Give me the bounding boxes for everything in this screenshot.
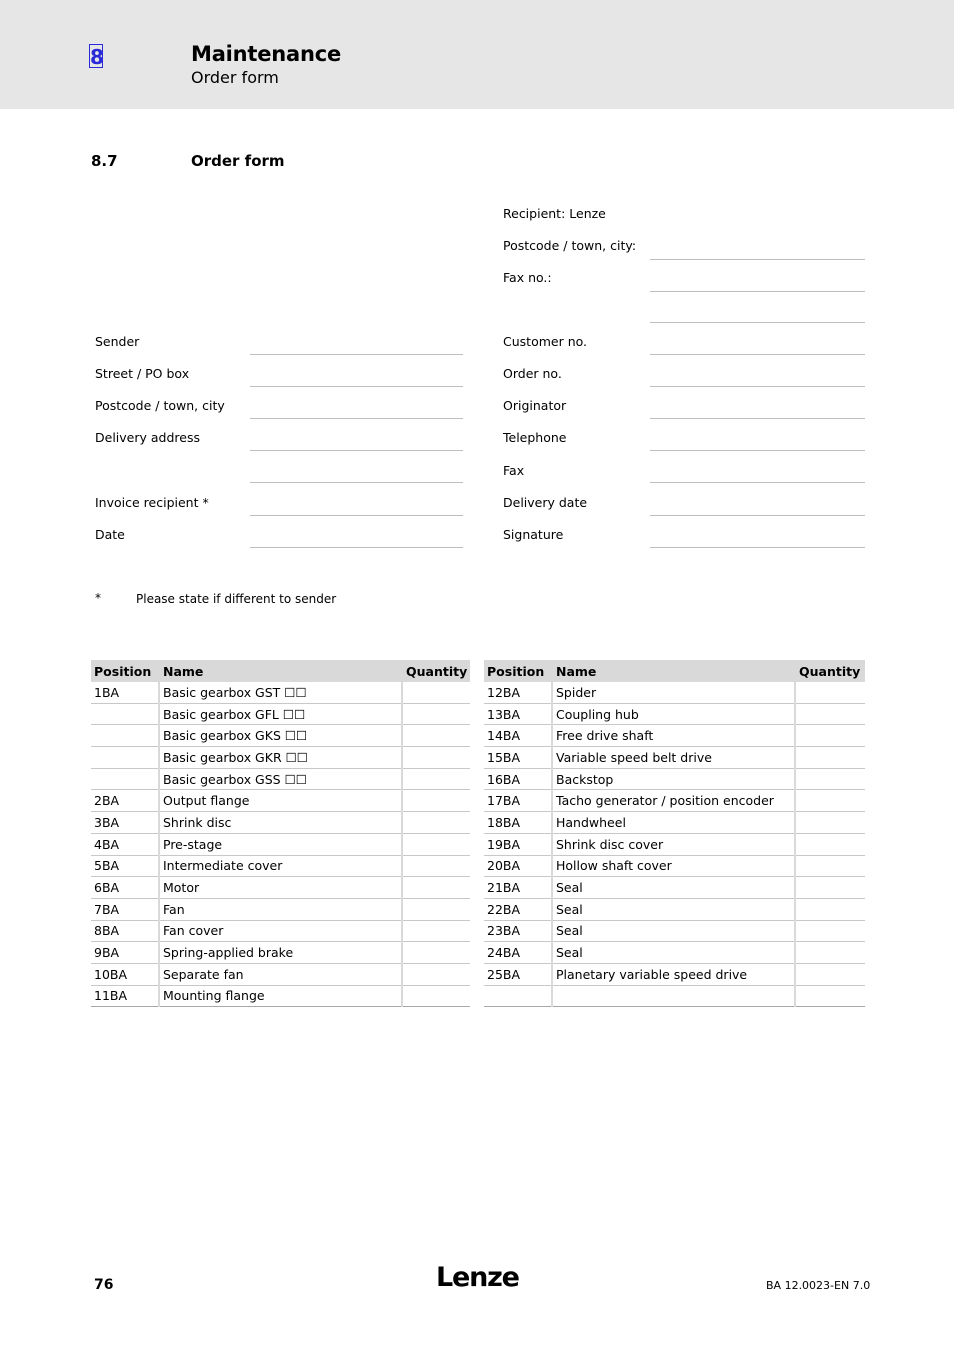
name-cell: Seal (552, 877, 795, 899)
table-row (484, 942, 865, 964)
quantity-cell[interactable] (795, 963, 865, 985)
document-id: BA 12.0023-EN 7.0 (766, 1279, 871, 1292)
street-field[interactable] (250, 386, 463, 387)
recipient-label: Recipient: Lenze (503, 206, 606, 221)
quantity-cell[interactable] (402, 768, 470, 790)
chapter-title: Maintenance (191, 42, 342, 66)
quantity-cell[interactable] (402, 920, 470, 942)
name-cell: Free drive shaft (552, 725, 795, 747)
table-row (484, 812, 865, 834)
quantity-cell[interactable] (402, 877, 470, 899)
position-cell: 25BA (484, 963, 552, 985)
position-cell: 19BA (484, 833, 552, 855)
table-row (91, 877, 470, 899)
originator-field[interactable] (650, 418, 865, 419)
table-row (91, 812, 470, 834)
position-cell: 5BA (91, 855, 159, 877)
signature-field[interactable] (650, 547, 865, 548)
name-cell: Separate fan (159, 963, 402, 985)
position-cell: 13BA (484, 703, 552, 725)
quantity-cell[interactable] (795, 703, 865, 725)
name-cell: Hollow shaft cover (552, 855, 795, 877)
recipient-extra-field[interactable] (650, 322, 865, 323)
quantity-cell[interactable] (795, 768, 865, 790)
fax-field[interactable] (650, 482, 865, 483)
delivery-date-field[interactable] (650, 515, 865, 516)
quantity-cell[interactable] (402, 703, 470, 725)
name-cell: Mounting flange (159, 985, 402, 1007)
name-cell: Variable speed belt drive (552, 747, 795, 769)
parts-table-right (484, 660, 865, 1007)
position-cell (91, 768, 159, 790)
position-cell: 4BA (91, 833, 159, 855)
table-row (484, 963, 865, 985)
table-row (91, 682, 470, 703)
name-cell: Fan (159, 898, 402, 920)
name-cell: Basic gearbox GKS ☐☐ (159, 725, 402, 747)
page-header (0, 0, 954, 109)
position-cell: 22BA (484, 898, 552, 920)
table-row (91, 725, 470, 747)
invoice-recipient-field[interactable] (250, 515, 463, 516)
recipient-fax-label: Fax no.: (503, 270, 552, 285)
quantity-cell[interactable] (402, 963, 470, 985)
position-cell: 12BA (484, 682, 552, 703)
table-row (484, 768, 865, 790)
position-cell: 10BA (91, 963, 159, 985)
position-header: Position (484, 660, 552, 682)
quantity-cell[interactable] (795, 985, 865, 1007)
table-row (91, 898, 470, 920)
name-cell: Output flange (159, 790, 402, 812)
quantity-cell[interactable] (402, 812, 470, 834)
table-row (91, 942, 470, 964)
delivery-address-field[interactable] (250, 450, 463, 451)
quantity-cell[interactable] (795, 942, 865, 964)
position-cell: 18BA (484, 812, 552, 834)
table-row (484, 703, 865, 725)
name-cell: Planetary variable speed drive (552, 963, 795, 985)
table-row (91, 833, 470, 855)
name-cell: Coupling hub (552, 703, 795, 725)
sender-field[interactable] (250, 354, 463, 355)
invoice-recipient-label: Invoice recipient * (95, 495, 209, 510)
originator-label: Originator (503, 398, 567, 413)
table-row (91, 747, 470, 769)
order-no-field[interactable] (650, 386, 865, 387)
position-cell (91, 703, 159, 725)
position-cell (91, 725, 159, 747)
quantity-cell[interactable] (402, 833, 470, 855)
quantity-cell[interactable] (402, 790, 470, 812)
position-cell (484, 985, 552, 1007)
position-cell (91, 747, 159, 769)
quantity-cell[interactable] (795, 877, 865, 899)
name-cell: Spring-applied brake (159, 942, 402, 964)
name-cell: Basic gearbox GKR ☐☐ (159, 747, 402, 769)
table-row (484, 682, 865, 703)
parts-table-left (91, 660, 470, 1007)
sender-postcode-label: Postcode / town, city (95, 398, 225, 413)
quantity-cell[interactable] (402, 898, 470, 920)
quantity-cell[interactable] (402, 855, 470, 877)
name-cell: Spider (552, 682, 795, 703)
quantity-cell[interactable] (402, 747, 470, 769)
delivery-date-label: Delivery date (503, 495, 588, 510)
name-cell: Motor (159, 877, 402, 899)
table-row (91, 855, 470, 877)
table-row (484, 790, 865, 812)
table-row (484, 725, 865, 747)
section-title: Order form (191, 152, 285, 170)
table-row (484, 898, 865, 920)
name-cell: Tacho generator / position encoder (552, 790, 795, 812)
table-row (91, 768, 470, 790)
sender-postcode-field[interactable] (250, 418, 463, 419)
section-number: 8.7 (91, 152, 118, 170)
footnote-text: Please state if different to sender (136, 592, 337, 606)
date-label: Date (95, 527, 125, 542)
quantity-cell[interactable] (795, 855, 865, 877)
position-cell: 16BA (484, 768, 552, 790)
telephone-field[interactable] (650, 450, 865, 451)
table-row (484, 855, 865, 877)
name-header: Name (552, 660, 795, 682)
quantity-cell[interactable] (795, 682, 865, 703)
position-header: Position (91, 660, 159, 682)
quantity-cell[interactable] (795, 790, 865, 812)
name-cell: Backstop (552, 768, 795, 790)
quantity-cell[interactable] (402, 985, 470, 1007)
name-cell: Shrink disc (159, 812, 402, 834)
position-cell: 1BA (91, 682, 159, 703)
quantity-cell[interactable] (795, 833, 865, 855)
customer-no-label: Customer no. (503, 334, 588, 349)
table-row (91, 920, 470, 942)
lenze-logo: Lenze (436, 1262, 519, 1293)
position-cell: 21BA (484, 877, 552, 899)
quantity-cell[interactable] (795, 747, 865, 769)
name-cell: Basic gearbox GST ☐☐ (159, 682, 402, 703)
position-cell: 6BA (91, 877, 159, 899)
recipient-postcode-field[interactable] (650, 259, 865, 260)
delivery-address-label: Delivery address (95, 430, 200, 445)
quantity-cell[interactable] (402, 682, 470, 703)
sender-label: Sender (95, 334, 140, 349)
position-cell: 20BA (484, 855, 552, 877)
signature-label: Signature (503, 527, 564, 542)
position-cell: 7BA (91, 898, 159, 920)
name-cell: Shrink disc cover (552, 833, 795, 855)
table-row (484, 877, 865, 899)
quantity-cell[interactable] (402, 725, 470, 747)
position-cell: 23BA (484, 920, 552, 942)
position-cell: 2BA (91, 790, 159, 812)
position-cell: 9BA (91, 942, 159, 964)
telephone-label: Telephone (503, 430, 567, 445)
table-row (91, 790, 470, 812)
quantity-cell[interactable] (402, 942, 470, 964)
table-row (91, 703, 470, 725)
name-header: Name (159, 660, 402, 682)
customer-no-field[interactable] (650, 354, 865, 355)
quantity-cell[interactable] (795, 920, 865, 942)
position-cell: 24BA (484, 942, 552, 964)
position-cell: 14BA (484, 725, 552, 747)
name-cell: Seal (552, 942, 795, 964)
page-number: 76 (94, 1277, 114, 1293)
position-cell: 3BA (91, 812, 159, 834)
chapter-number-badge: 8 (90, 45, 104, 69)
date-field[interactable] (250, 547, 463, 548)
quantity-cell[interactable] (795, 898, 865, 920)
footnote-mark: * (95, 591, 101, 605)
table-row (484, 747, 865, 769)
quantity-header: Quantity (795, 660, 865, 682)
table-row (91, 963, 470, 985)
position-cell: 8BA (91, 920, 159, 942)
name-cell: Seal (552, 920, 795, 942)
chapter-subtitle: Order form (191, 68, 279, 87)
name-cell: Intermediate cover (159, 855, 402, 877)
position-cell: 15BA (484, 747, 552, 769)
name-cell: Seal (552, 898, 795, 920)
quantity-cell[interactable] (795, 725, 865, 747)
street-label: Street / PO box (95, 366, 190, 381)
table-row (484, 833, 865, 855)
name-cell: Basic gearbox GSS ☐☐ (159, 768, 402, 790)
name-cell: Handwheel (552, 812, 795, 834)
delivery-address-field-2[interactable] (250, 482, 463, 483)
table-row (484, 920, 865, 942)
recipient-postcode-label: Postcode / town, city: (503, 238, 637, 253)
name-cell: Basic gearbox GFL ☐☐ (159, 703, 402, 725)
table-row (484, 985, 865, 1007)
quantity-header: Quantity (402, 660, 470, 682)
position-cell: 17BA (484, 790, 552, 812)
table-row (91, 985, 470, 1007)
fax-label: Fax (503, 463, 525, 478)
name-cell: Pre-stage (159, 833, 402, 855)
name-cell: Fan cover (159, 920, 402, 942)
name-cell (552, 985, 795, 1007)
position-cell: 11BA (91, 985, 159, 1007)
recipient-fax-field[interactable] (650, 291, 865, 292)
order-no-label: Order no. (503, 366, 562, 381)
quantity-cell[interactable] (795, 812, 865, 834)
